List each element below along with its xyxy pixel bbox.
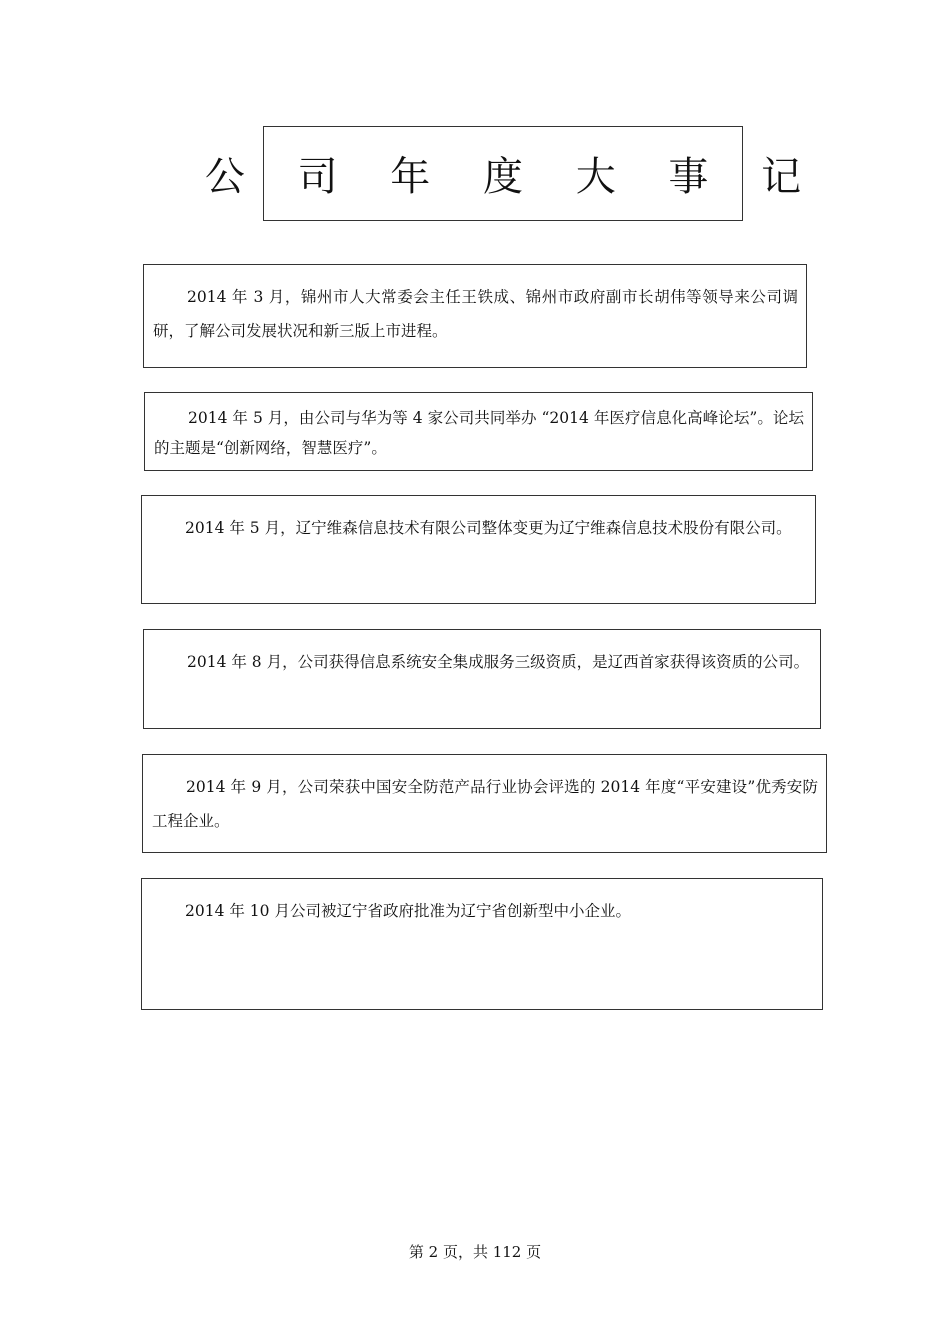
event-box-4 [143, 629, 821, 729]
event-box-6 [141, 878, 823, 1010]
title-box [204, 126, 822, 221]
page-title: 公 司 年 度 大 事 记 [204, 154, 822, 200]
event-text: 2014 年 10 月公司被辽宁省政府批准为辽宁省创新型中小企业。 [185, 902, 631, 920]
event-text: 2014 年 5 月，辽宁维森信息技术有限公司整体变更为辽宁维森信息技术股份有限公司。 [185, 519, 792, 537]
event-box-5 [142, 754, 827, 853]
event-text: 2014 年 5 月，由公司与华为等 4 家公司共同举办 “2014 年医疗信息化高峰论坛”。论坛的主题是“创新网络，智慧医疗”。 [154, 409, 804, 457]
event-text: 2014 年 3 月，锦州市人大常委会主任王铁成、锦州市政府副市长胡伟等领导来公司调研，了解公司发展状况和新三版上市进程。 [153, 288, 798, 340]
event-box-1 [143, 264, 807, 368]
event-box-2 [144, 392, 813, 471]
event-text: 2014 年 9 月，公司荣获中国安全防范产品行业协会评选的 2014 年度“平安建设”优秀安防工程企业。 [152, 778, 818, 830]
page-footer: 第 2 页，共 112 页 [408, 1243, 542, 1261]
event-text: 2014 年 8 月，公司获得信息系统安全集成服务三级资质，是辽西首家获得该资质的公司。 [187, 653, 810, 671]
event-box-3 [141, 495, 816, 604]
